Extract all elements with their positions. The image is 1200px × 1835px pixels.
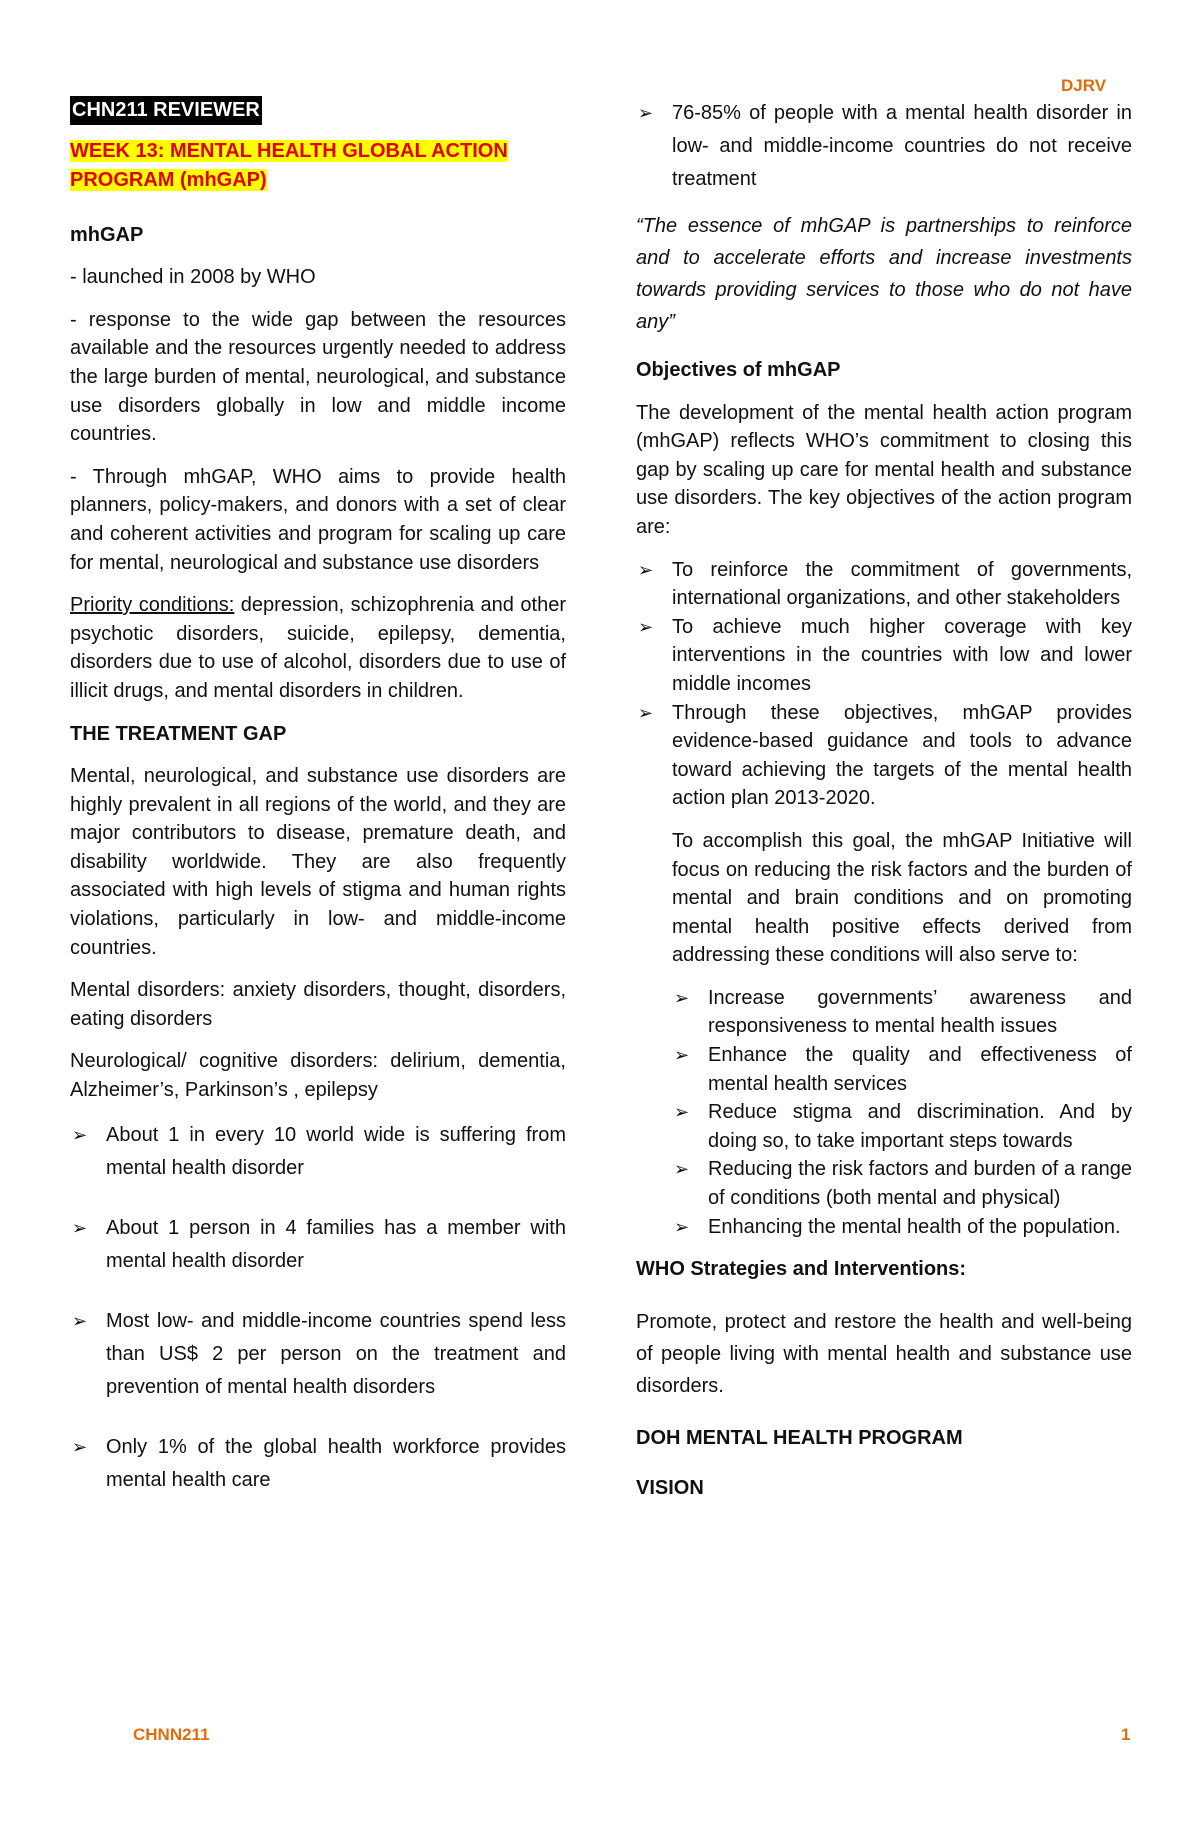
right-column	[636, 97, 1132, 1517]
objectives-heading: Objectives of mhGAP	[636, 359, 841, 381]
who-heading: WHO Strategies and Interventions:	[636, 1258, 967, 1281]
week-title: WEEK 13: MENTAL HEALTH GLOBAL ACTION PROGRAM (mhGAP)	[70, 139, 508, 191]
treatment-gap-heading: THE TREATMENT GAP	[70, 722, 287, 745]
list-item: ➢ Enhance the quality and effectiveness of mental health services	[672, 1041, 1132, 1098]
objectives-intro: The development of the mental health action program (mhGAP) reflects WHO’s commitment to closing this gap by scaling up care for mental health and substance use disorders. The key objectives of the action program are:	[636, 401, 1132, 538]
page-number: 1	[1121, 1725, 1131, 1744]
list-item: ➢ Most low- and middle-income countries spend less than US$ 2 per person on the treatment and prevention of mental health disorders	[70, 1305, 566, 1404]
priority-label: Priority conditions:	[70, 594, 235, 617]
arrow-bullet-icon: ➢	[674, 1045, 690, 1066]
arrow-bullet-icon: ➢	[674, 1216, 690, 1237]
priority-conditions	[70, 591, 566, 705]
mhgap-heading: mhGAP	[70, 223, 144, 246]
launched-text: - launched in 2008 by WHO	[70, 266, 316, 289]
list-item: ➢ Reduce stigma and discrimination. And by doing so, to take important steps towards	[672, 1098, 1132, 1155]
stats-list	[70, 1119, 566, 1497]
list-item: ➢ To reinforce the commitment of governments, international organizations, and other stakeholders	[636, 556, 1132, 613]
mental-disorders-text: Mental disorders: anxiety disorders, thought, disorders, eating disorders	[70, 979, 566, 1030]
response-text: - response to the wide gap between the resources available and the resources urgently needed to address the large burden of mental, neurological, and substance use disorders globally in low and middle income countries.	[70, 308, 566, 446]
list-item: ➢ To achieve much higher coverage with key interventions in the countries with low and lower middle incomes	[636, 613, 1132, 699]
list-item: ➢ About 1 person in 4 families has a member with mental health disorder	[70, 1212, 566, 1278]
list-item: ➢ Reducing the risk factors and burden of a range of conditions (both mental and physical)	[672, 1155, 1132, 1212]
vision-heading: VISION	[636, 1477, 704, 1500]
list-item: ➢ Through these objectives, mhGAP provides evidence-based guidance and tools to advance toward achieving the targets of the mental health action plan 2013-2020.	[636, 699, 1132, 813]
list-item: ➢ 76-85% of people with a mental health disorder in low- and middle-income countries do not receive treatment	[636, 97, 1132, 196]
left-column	[70, 96, 566, 1524]
accomplish-text: To accomplish this goal, the mhGAP Initiative will focus on reducing the risk factors and the burden of mental and brain conditions and on promoting mental health positive effects derived from addressing these conditions will also serve to:	[672, 829, 1132, 967]
footer-course: CHNN211	[133, 1725, 210, 1744]
list-item: ➢ About 1 in every 10 world wide is suffering from mental health disorder	[70, 1119, 566, 1185]
list-item: ➢ Increase governments’ awareness and responsiveness to mental health issues	[672, 984, 1132, 1041]
arrow-bullet-icon: ➢	[674, 987, 690, 1008]
doh-heading: DOH MENTAL HEALTH PROGRAM	[636, 1426, 963, 1449]
through-text: - Through mhGAP, WHO aims to provide health planners, policy-makers, and donors with a set of clear and coherent activities and program for scaling up care for mental, neurological and substance use disorders	[70, 465, 566, 574]
neuro-disorders-text: Neurological/ cognitive disorders: delirium, dementia, Alzheimer’s, Parkinson’s , epilepsy	[70, 1050, 566, 1102]
stats-list-continued	[636, 97, 1132, 196]
arrow-bullet-icon: ➢	[638, 616, 654, 637]
arrow-bullet-icon: ➢	[72, 1124, 88, 1145]
header-initials: DJRV	[1061, 76, 1107, 95]
priority-text: depression, schizophrenia and other psychotic disorders, suicide, epilepsy, dementia, disorders due to use of alcohol, disorders due to use of illicit drugs, and mental disorders in children.	[70, 594, 566, 702]
arrow-bullet-icon: ➢	[638, 702, 654, 723]
objectives-list	[636, 556, 1132, 813]
arrow-bullet-icon: ➢	[72, 1436, 88, 1457]
who-text: Promote, protect and restore the health and well-being of people living with mental health and substance use disorders.	[636, 1310, 1132, 1397]
arrow-bullet-icon: ➢	[638, 103, 654, 123]
arrow-bullet-icon: ➢	[72, 1217, 88, 1238]
serve-list	[672, 984, 1132, 1241]
mhgap-quote: “The essence of mhGAP is partnerships to reinforce and to accelerate efforts and increase investments towards providing services to those who do not have any”	[636, 215, 1132, 333]
list-item: ➢ Enhancing the mental health of the population.	[672, 1213, 1132, 1242]
arrow-bullet-icon: ➢	[674, 1102, 690, 1123]
treatment-gap-text: Mental, neurological, and substance use disorders are highly prevalent in all regions of the world, and they are major contributors to disease, premature death, and disability worldwide. They are also frequently associated with high levels of stigma and human rights violations, particularly in low- and middle-income countries.	[70, 765, 566, 959]
arrow-bullet-icon: ➢	[674, 1159, 690, 1180]
arrow-bullet-icon: ➢	[72, 1310, 88, 1331]
list-item: ➢ Only 1% of the global health workforce provides mental health care	[70, 1431, 566, 1497]
arrow-bullet-icon: ➢	[638, 559, 654, 580]
reviewer-title: CHN211 REVIEWER	[70, 96, 262, 125]
